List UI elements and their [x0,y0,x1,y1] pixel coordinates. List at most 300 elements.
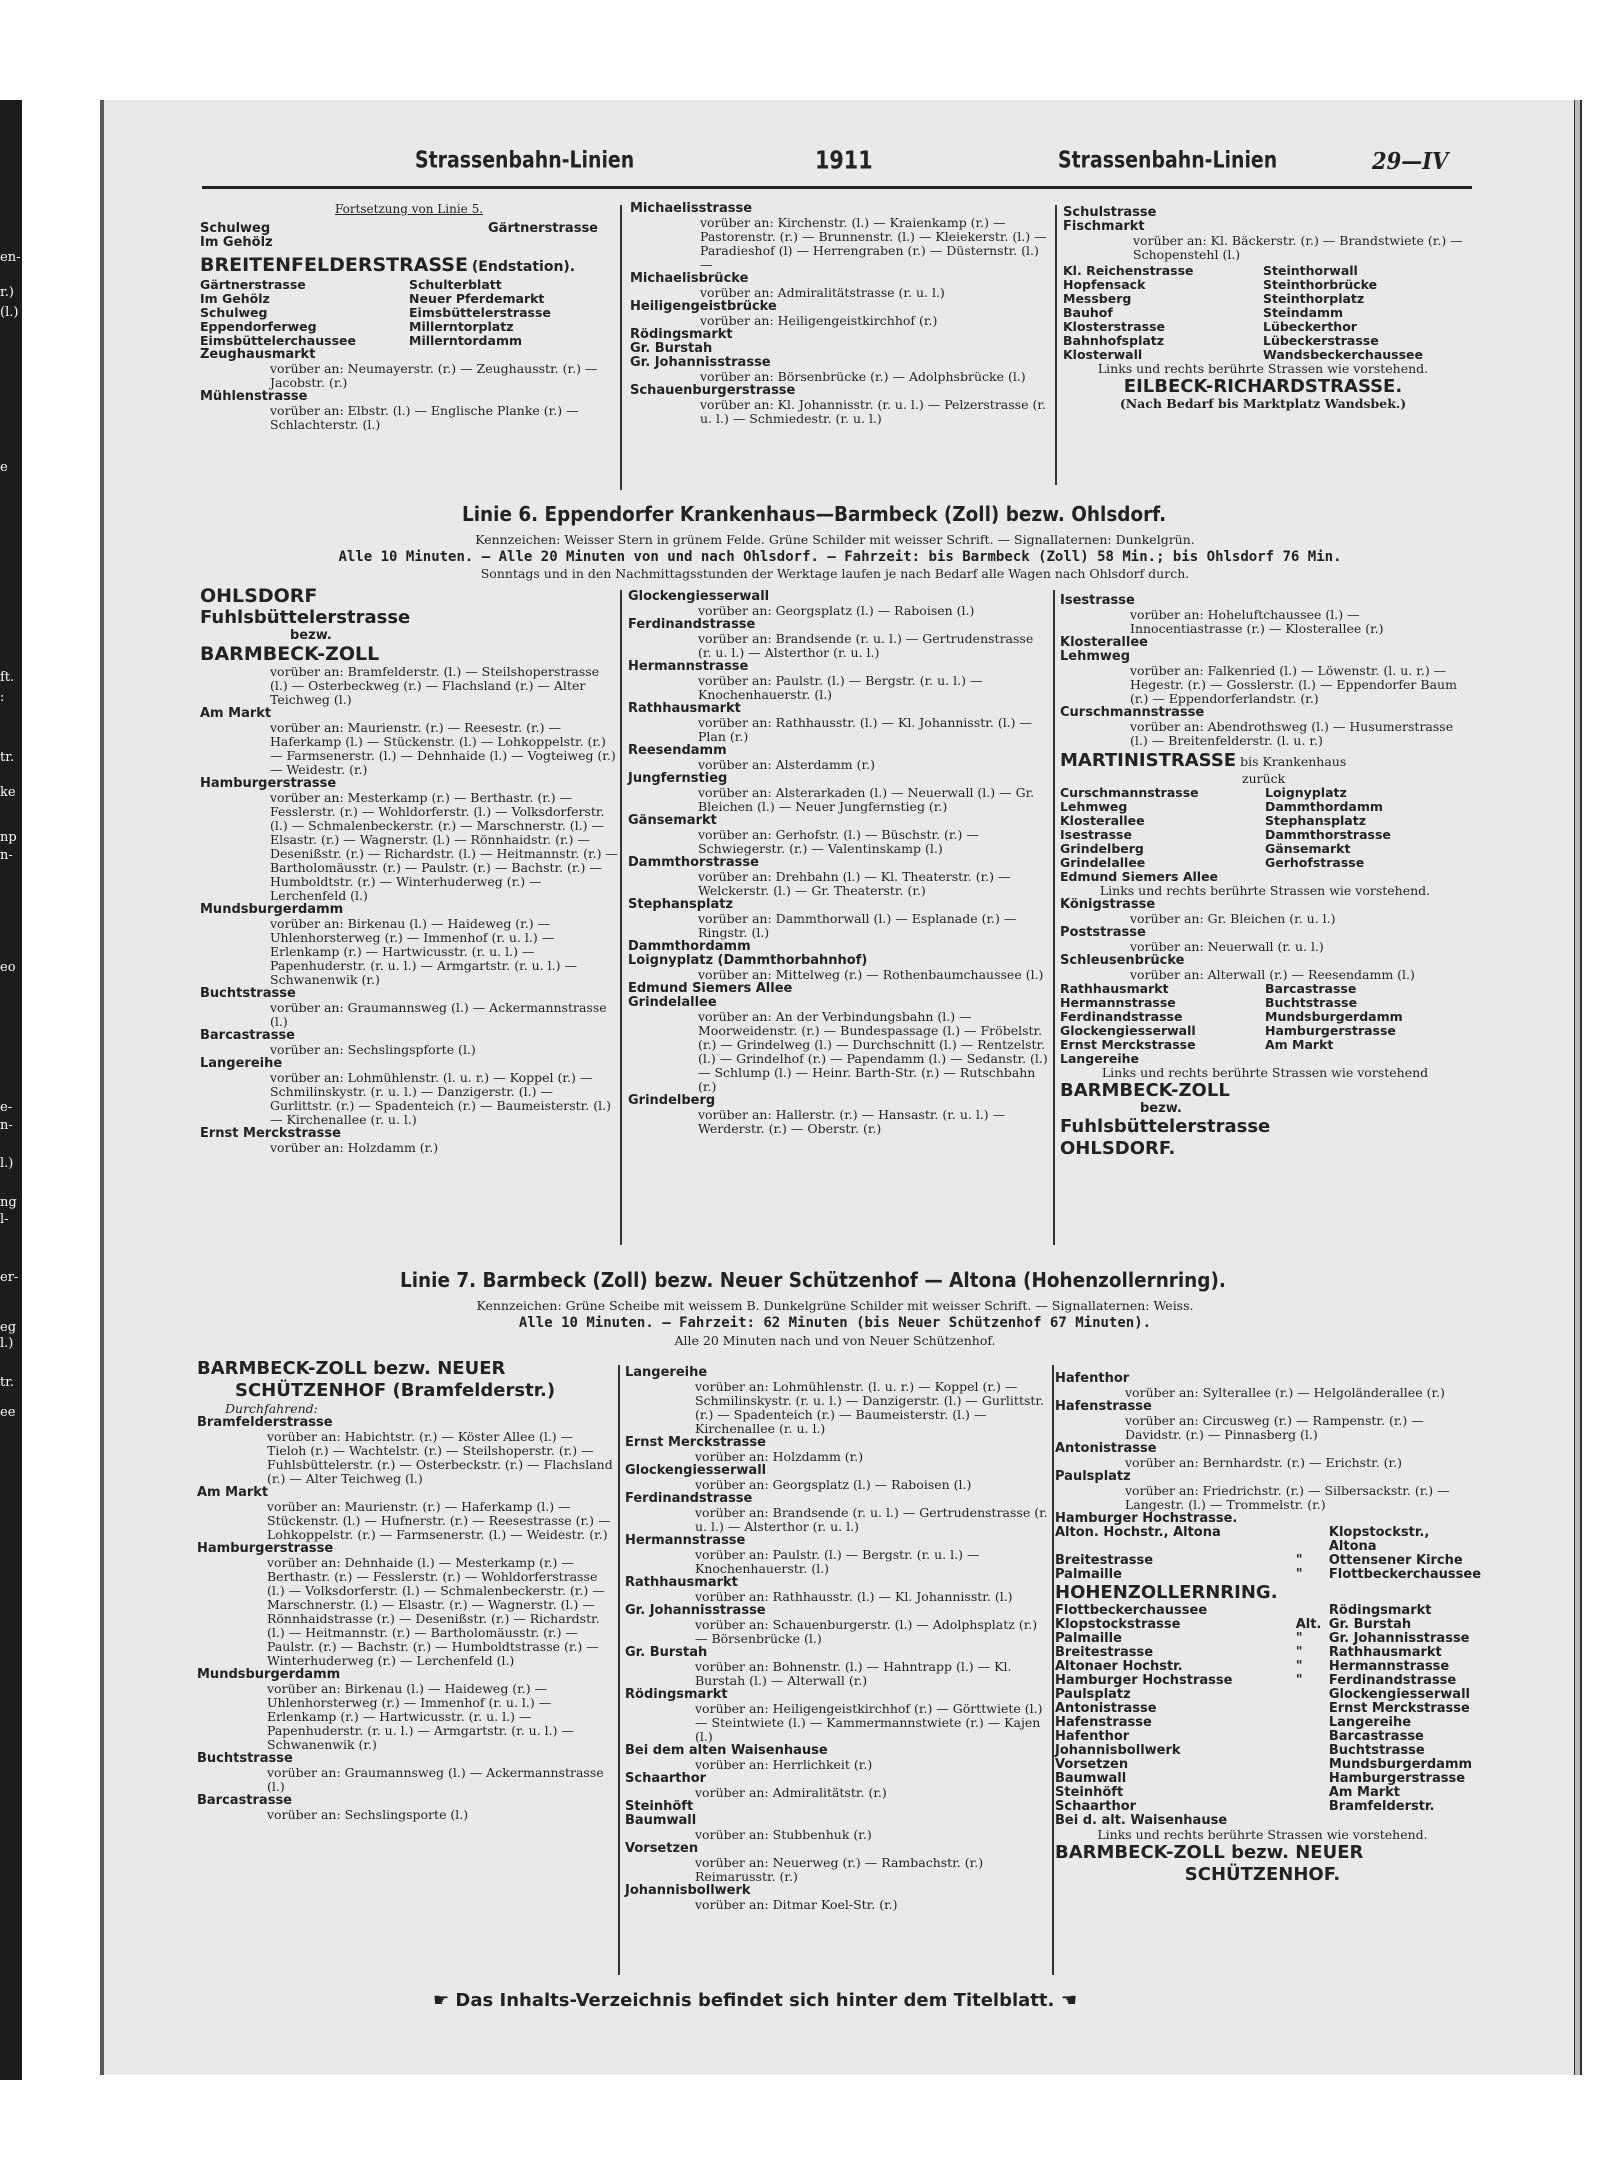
terminus-name: HOHENZOLLERNRING. [1055,1582,1278,1603]
stop-name: Isestrasse [1060,827,1132,842]
stop-name: Langereihe [1328,1715,1412,1730]
stop-name: Schulterblatt [409,277,502,292]
ditto-mark [1296,1688,1329,1702]
passing-streets: vorüber an: Paulstr. (l.) — Bergstr. (r. u. l.) — Knochenhauerstr. (l.) [695,1547,980,1576]
stop-name: Buchtstrasse [1265,995,1358,1010]
stop-name: Michaelisstrasse [630,201,753,216]
stop-name: Klosterallee [1060,635,1148,650]
terminus-name: BARMBECK-ZOLL [1060,1080,1230,1101]
stop-name: Barcastrasse [197,1793,292,1808]
stop-name: Lehmweg [1060,799,1128,814]
stop-name: Langereihe [200,1056,283,1071]
stop-name: Vorsetzen [1055,1757,1129,1772]
passing-streets: vorüber an: Gr. Bleichen (r. u. l.) [1130,911,1336,926]
stop-name: Hamburgerstrasse [1328,1771,1466,1786]
stop-name: Hafenthor [1055,1371,1130,1386]
stop-name: Wandsbeckerchaussee [1263,347,1423,362]
adjacent-page-fragment: : [0,690,5,705]
stop-name: Edmund Siemers Allee [1060,869,1219,884]
adjacent-page-fragment: tr. [0,1375,15,1390]
passing-streets: vorüber an: Birkenau (l.) — Haideweg (r.) — Uhlenhorsterweg (r.) — Immenhof (r. u. l.) — Erlenkamp (r.) — Hartwicusstr. (r. u. l.) — Papenhuderstr. (r. u. l.) — Armgartstr. (r. u. l.) — Schwanenwik (r.) [267,1681,574,1752]
stop-name: Dammthorstrasse [1265,827,1391,842]
ditto-mark [1296,1786,1329,1800]
passing-streets: vorüber an: Börsenbrücke (r.) — Adolphsbrücke (l.) [700,369,1026,384]
passing-streets: vorüber an: Gerhofstr. (l.) — Büschstr. (r.) — Schwiegerstr. (r.) — Valentinskamp (l.) [698,827,979,856]
stop-name: Gr. Burstah [1328,1617,1412,1632]
return-stops-table [200,278,618,348]
stop-name: Schleusenbrücke [1060,953,1185,968]
continuation-note: Fortsetzung von Linie 5. [334,202,484,216]
stop-name: Hermannstrasse [628,659,749,674]
stop-name: Hermannstrasse [625,1533,746,1548]
passing-streets: vorüber an: Alterwall (r.) — Reesendamm (l.) [1130,967,1415,982]
stop-name: Ernst Merckstrasse [200,1126,341,1141]
ditto-mark [1296,1716,1329,1730]
adjacent-page-fragment: er- [0,1270,19,1285]
stop-name: Klosterallee [1060,813,1145,828]
stop-name: Buchtstrasse [200,986,296,1001]
passing-streets: vorüber an: Georgsplatz (l.) — Raboisen (l.) [695,1477,972,1492]
adjacent-page-fragment: e [0,460,8,475]
terminus-name: SCHÜTZENHOF (Bramfelderstr.) [235,1380,556,1401]
stop-name: Schauenburgerstrasse [630,383,796,398]
stop-name: Steindamm [1263,305,1344,320]
line6-frequency: Alle 10 Minuten. — Alle 20 Minuten von und nach Ohlsdorf. — Fahrzeit: bis Barmbeck (Zoll) 58 Min.; bis Ohlsdorf 76 Min. [338,549,1342,565]
column-rule [1053,590,1055,1245]
stop-name: Schulweg [200,221,271,236]
stop-name: Mundsburgerdamm [1328,1757,1473,1772]
adjacent-page-fragment: en- [0,250,21,265]
stop-name: Zeughausmarkt [200,347,316,362]
stop-name: Heiligengeistbrücke [630,299,777,314]
stop-name: Eppendorferweg [200,319,317,334]
passing-streets: vorüber an: Neuerweg (r.) — Rambachstr. (r.) Reimarusstr. (r.) [695,1855,984,1884]
stop-name: Schaarthor [625,1771,707,1786]
stop-name: Fischmarkt [1063,219,1145,234]
stops-list [1060,898,1470,982]
line5-column-1 [200,202,618,432]
line6-title: Linie 6. Eppendorfer Krankenhaus—Barmbeck (Zoll) bezw. Ohlsdorf. [462,502,1167,526]
stops-table [1063,264,1463,362]
stop-name: Altonaer Hochstr. [1055,1659,1183,1674]
stop-name: Grindelberg [628,1093,716,1108]
stop-name: Klopstockstr., Altona [1328,1525,1430,1554]
stop-name: Gärtnerstrasse [488,221,598,236]
stop-name: Gänsemarkt [628,813,717,828]
stop-name: Lübeckerthor [1263,319,1357,334]
stops-list [197,1416,615,1822]
stop-name: Breitestrasse [1055,1553,1154,1568]
stop-name: Bramfelderstr. [1328,1799,1435,1814]
running-head-right: Strassenbahn-Linien [1058,146,1278,174]
passing-streets: vorüber an: Holzdamm (r.) [695,1449,864,1464]
stop-name: Gr. Burstah [630,341,713,356]
stop-name: Loignyplatz [1265,785,1347,800]
passing-streets: vorüber an: Kl. Bäckerstr. (r.) — Brandstwiete (r.) — Schopenstehl (l.) [1133,233,1463,262]
ditto-mark [1296,1730,1329,1744]
adjacent-page-fragment: ng [0,1195,17,1210]
passing-streets: vorüber an: Herrlichkeit (r.) [695,1757,873,1772]
terminus-name: SCHÜTZENHOF. [1184,1864,1341,1885]
passing-streets: vorüber an: Dehnhaide (l.) — Mesterkamp (r.) — Berthastr. (r.) — Fesslerstr. (r.) — Wohldorferstrasse (l.) — Volksdorferstr. (l.) — Schmalenbeckerstr. (r.) — Marschnerstr. (l.) — Elsastr. (r.) — Wagnerstr. (l.) — Rönnhaidstrasse (r.) — Desenißstr. (r.) — Richardstr. (l.) — Heitmannstr. (r.) — Bartholomäusstr. (r.) — Paulstr. (r.) — Bachstr. (r.) — Humboldtstrasse (r.) — Winterhuderweg (r.) — Lerchenfeld (l.) [267,1555,605,1668]
line7-title: Linie 7. Barmbeck (Zoll) bezw. Neuer Schützenhof — Altona (Hohenzollernring). [400,1268,1226,1292]
stop-name: Ernst Merckstrasse [625,1435,766,1450]
adjacent-page-fragment: np [0,830,17,845]
line7-markings: Kennzeichen: Grüne Scheibe mit weissem B. Dunkelgrüne Schilder mit weisser Schrift. — Signallaternen: Weiss. [476,1298,1194,1313]
stop-name [1329,1814,1470,1828]
ditto-mark [1296,1526,1329,1554]
passing-streets: vorüber an: Birkenau (l.) — Haideweg (r.) — Uhlenhorsterweg (r.) — Immenhof (r. u. l.) — Erlenkamp (r.) — Hartwicusstr. (r. u. l.) — Papenhuderstr. (r. u. l.) — Armgartstr. (r. u. l.) — Schwanenwik (r.) [270,916,577,987]
stop-name: Rödingsmarkt [630,327,733,342]
stops-list [1055,1372,1470,1526]
adjacent-page-fragment: l- [0,1212,9,1227]
line5-column-3 [1063,206,1463,411]
stop-name: Hamburger Hochstrasse [1055,1673,1233,1688]
running-head-left: Strassenbahn-Linien [415,146,635,174]
stop-name: Am Markt [1328,1785,1400,1800]
ditto-mark: " [1295,1645,1303,1660]
stop-name: Am Markt [1265,1037,1334,1052]
stop-name: Langereihe [625,1365,708,1380]
stop-name: Klosterstrasse [1063,319,1165,334]
stop-name: Klopstockstrasse [1055,1617,1181,1632]
adjacent-page-fragment: (l.) [0,305,19,320]
stop-name: Barcastrasse [200,1028,295,1043]
stop-name: Rödingsmarkt [1328,1603,1432,1618]
stops-list [200,707,618,1155]
stop-name: Steinthorplatz [1263,291,1365,306]
line6-column-1 [200,585,618,1155]
stop-name: Stephansplatz [1265,813,1366,828]
terminus-name: OHLSDORF. [1060,1138,1176,1159]
passing-streets: vorüber an: Sechslingspforte (l.) [270,1042,476,1057]
pointing-hand-icon: ☛ [1060,1990,1077,2011]
stop-name: Hafenstrasse [1055,1715,1152,1730]
ditto-mark [1296,1702,1329,1716]
adjacent-page-fragment: ke [0,785,16,800]
stop-name [1265,870,1470,884]
stop-name: Mundsburgerdamm [197,1667,341,1682]
stop-name: Isestrasse [1060,593,1135,608]
passing-streets: vorüber an: Heiligengeistkirchhof (r.) [700,313,938,328]
passing-streets: vorüber an: Elbstr. (l.) — Englische Planke (r.) — Schlachterstr. (l.) [270,403,579,432]
footer-note [433,1990,1077,2011]
passing-streets: vorüber an: Rathhausstr. (l.) — Kl. Johannisstr. (l.) — Plan (r.) [698,715,1033,744]
ditto-mark: " [1295,1553,1303,1568]
stop-name: Mundsburgerdamm [1265,1009,1403,1024]
stop-name: Dammthordamm [628,939,751,954]
conjunction: bezw. [290,628,332,643]
adjacent-page-edge [0,100,22,2080]
stops-table [1055,1525,1482,1582]
ditto-mark [1296,1814,1329,1828]
ditto-mark: " [1295,1631,1303,1646]
stop-name: Ernst Merckstrasse [1328,1701,1470,1716]
ditto-mark: " [1295,1659,1303,1674]
passing-streets: vorüber an: Heiligengeistkirchhof (r.) — Görttwiete (l.) — Steintwiete (l.) — Kammermannstwiete (r.) — Kajen (l.) [695,1701,1043,1744]
adjacent-page-fragment: ee [0,1405,16,1420]
stop-name: Ferdinandstrasse [1060,1009,1183,1024]
ditto-mark [1296,1800,1329,1814]
stop-name: Gr. Johannisstrasse [1328,1631,1470,1646]
stop-name: Paulsplatz [1055,1469,1131,1484]
ditto-mark [1296,1772,1329,1786]
stop-name: Ferdinandstrasse [1328,1673,1457,1688]
adjacent-page-fragment: l.) [0,1336,14,1351]
passing-streets: vorüber an: Georgsplatz (l.) — Raboisen (l.) [698,603,975,618]
stop-name: Mundsburgerdamm [200,902,344,917]
stop-name: Jungfernstieg [628,771,728,786]
stop-name: Schulweg [200,305,268,320]
stop-name: Edmund Siemers Allee [628,981,793,996]
passing-streets: vorüber an: Lohmühlenstr. (l. u. r.) — Koppel (r.) — Schmilinskystr. (r. u. l.) — Danzigerstr. (l.) — Gurlittstr. (r.) — Spadenteich (r.) — Baumeisterstr. (l.) — Kirchenallee (r. u. l.) [270,1070,611,1127]
footer-text: Das Inhalts-Verzeichnis befindet sich hinter dem Titelblatt. [455,1990,1055,2011]
passing-streets: vorüber an: Kl. Johannisstr. (r. u. l.) — Pelzerstrasse (r. u. l.) — Schmiedestr. (r. u. l.) [700,397,1046,426]
passing-streets: vorüber an: Habichtstr. (r.) — Köster Allee (l.) — Tieloh (r.) — Wachtelstr. (r.) — Steilshoperstr. (r.) — Fuhlsbüttelerstr. (r.) — Osterbeckstr. (r.) — Flachsland (r.) — Alter Teichweg (l.) [267,1429,613,1486]
return-stops-table [1055,1603,1473,1828]
line6-column-2 [628,590,1050,1136]
line6-column-3 [1060,594,1470,1160]
stop-name: Stephansplatz [628,897,734,912]
page-edge-shadow [1575,100,1580,2075]
passing-streets: vorüber an: Graumannsweg (l.) — Ackermannstrasse (l.) [270,1000,607,1029]
passing-streets: vorüber an: Neumayerstr. (r.) — Zeughausstr. (r.) — Jacobstr. (r.) [270,361,598,390]
passing-streets: vorüber an: Brandsende (r. u. l.) — Gertrudenstrasse (r. u. l.) — Alsterthor (r. u. l.) [698,631,1034,660]
line7-frequency: Alle 10 Minuten. — Fahrzeit: 62 Minuten (bis Neuer Schützenhof 67 Minuten). [518,1315,1152,1331]
passing-streets: vorüber an: Admiralitätstrasse (r. u. l.) [700,285,945,300]
passing-streets: vorüber an: Bernhardstr. (r.) — Erichstr. (r.) [1125,1455,1402,1470]
stop-name: Baumwall [1055,1771,1127,1786]
stop-name: Barcastrasse [1265,981,1357,996]
stop-name: Curschmannstrasse [1060,705,1205,720]
stop-name: Johannisbollwerk [625,1883,751,1898]
ditto-mark [1296,1758,1329,1772]
terminus-name: Fuhlsbüttelerstrasse [1060,1116,1271,1137]
stop-name: Gänsemarkt [1265,841,1351,856]
column-rule [620,205,622,490]
passing-streets: vorüber an: Neuerwall (r. u. l.) [1130,939,1324,954]
stop-name: Am Markt [197,1485,269,1500]
terminus-note: (Nach Bedarf bis Marktplatz Wandsbek.) [1119,396,1407,411]
stop-name: Lübeckerstrasse [1263,333,1379,348]
ditto-mark: " [1295,1567,1303,1582]
ditto-mark [1296,1744,1329,1758]
stop-name: Hamburgerstrasse [1265,1023,1396,1038]
passing-streets: vorüber an: Ditmar Koel-Str. (r.) [695,1897,898,1912]
passing-streets: vorüber an: Rathhausstr. (l.) — Kl. Johannisstr. (l.) [695,1589,1013,1604]
page-number: 29—IV [1372,146,1449,175]
passing-streets: vorüber an: Bohnenstr. (l.) — Hahntrapp (l.) — Kl. Burstah (l.) — Alterwall (r.) [695,1659,1012,1688]
conjunction: bezw. [1140,1101,1182,1116]
passing-streets: vorüber an: Maurienstr. (r.) — Reesestr. (r.) — Haferkamp (l.) — Stückenstr. (l.) — Lohkoppelstr. (r.) — Farmsenerstr. (l.) — Dehnhaide (l.) — Vogteiweg (r.) — Weidestr. (r.) [270,720,616,777]
passing-streets: vorüber an: Dammthorwall (l.) — Esplanade (r.) — Ringstr. (l.) [698,911,1017,940]
stop-name: Millerntordamm [409,333,522,348]
column-rule [620,590,622,1245]
stop-name: Glockengiesserwall [1328,1687,1470,1702]
stop-name: Poststrasse [1060,925,1146,940]
stop-name: Flottbeckerchaussee [1328,1567,1482,1582]
stop-name: Hamburgerstrasse [200,776,337,791]
stop-name: Lehmweg [1060,649,1131,664]
line7-column-2 [625,1366,1049,1912]
passing-streets: vorüber an: Falkenried (l.) — Löwenstr. (l. u. r.) — Hegestr. (r.) — Gosslerstr. (l.) — Eppendorfer Baum (r.) — Eppendorferlandstr. (r.) [1130,663,1457,706]
passing-streets: vorüber an: Schauenburgerstr. (l.) — Adolphsplatz (r.) — Börsenbrücke (l.) [695,1617,1038,1646]
stop-name: Neuer Pferdemarkt [409,291,545,306]
stop-name: Dammthordamm [1265,799,1383,814]
stop-name: Johannisbollwerk [1055,1743,1181,1758]
note: Links und rechts berührte Strassen wie vorstehend. [1097,361,1429,376]
terminus-name: Fuhlsbüttelerstrasse [200,607,411,628]
adjacent-page-fragment: ft. [0,670,15,685]
stop-name: Königstrasse [1060,897,1156,912]
adjacent-page-fragment: eg [0,1320,17,1335]
stop-name: Gärtnerstrasse [200,277,306,292]
passing-streets: vorüber an: Alsterarkaden (l.) — Neuerwall (l.) — Gr. Bleichen (l.) — Neuer Jungfernstieg (r.) [698,785,1035,814]
terminus-name: BARMBECK-ZOLL bezw. NEUER [1055,1842,1364,1863]
stop-name: Alton. Hochstr., Altona [1055,1525,1221,1540]
adjacent-page-fragment: eo [0,960,16,975]
stop-name: Glockengiesserwall [1060,1023,1196,1038]
passing-streets: vorüber an: Paulstr. (l.) — Bergstr. (r. u. l.) — Knochenhauerstr. (l.) [698,673,983,702]
column-rule [1052,1365,1054,1975]
stop-name: Glockengiesserwall [625,1463,767,1478]
terminus-note: (Endstation). [471,259,576,275]
passing-streets: vorüber an: Stubbenhuk (r.) [695,1827,872,1842]
stop-name: Palmaille [1055,1567,1122,1582]
stop-name: Messberg [1063,291,1132,306]
stop-name: Bramfelderstrasse [197,1415,333,1430]
stop-name: Hamburger Hochstrasse. [1055,1511,1238,1526]
stop-name: Ferdinandstrasse [628,617,756,632]
note: Links und rechts berührte Strassen wie vorstehend [1101,1065,1429,1080]
column-rule [618,1365,620,1975]
stop-name: Ottensener Kirche [1328,1553,1463,1568]
stop-name: Steinthorwall [1263,263,1358,278]
line6-sunday-note: Sonntags und in den Nachmittagsstunden der Werktage laufen je nach Bedarf alle Wagen nach Ohlsdorf durch. [480,566,1190,581]
stop-name: Baumwall [625,1813,697,1828]
stop-name: Rödingsmarkt [625,1687,728,1702]
ditto-mark [1296,1604,1329,1618]
return-stops-table [1060,786,1470,884]
stop-name: Hafenthor [1055,1729,1130,1744]
adjacent-page-fragment: e- [0,1100,13,1115]
terminus-name: OHLSDORF [200,585,318,607]
stop-name: Mühlenstrasse [200,389,308,404]
stop-name: Gr. Johannisstrasse [625,1603,766,1618]
stop-name: Steinthorbrücke [1263,277,1378,292]
stop-name: Flottbeckerchaussee [1055,1603,1208,1618]
stop-name: Im Gehölz [200,291,270,306]
stop-name: Curschmannstrasse [1060,785,1199,800]
header-rule [202,186,1472,189]
passing-streets: vorüber an: Lohmühlenstr. (l. u. r.) — Koppel (r.) — Schmilinskystr. (r. u. l.) — Danzigerstr. (l.) — Gurlittstr. (r.) — Spadenteich (r.) — Baumeisterstr. (l.) — Kirchenallee (r. u. l.) [695,1379,1044,1436]
note: Links und rechts berührte Strassen wie vorstehend. [1099,883,1431,898]
terminus-name: EILBECK-RICHARDSTRASSE. [1123,376,1403,397]
passing-streets: vorüber an: An der Verbindungsbahn (l.) — Moorweidenstr. (r.) — Bundespassage (l.) — Fröbelstr. (r.) — Grindelweg (l.) — Durchschnitt (l.) — Rentzelstr. (l.) — Grindelhof (r.) — Papendamm (l.) — Sedanstr. (l.) — Schlump (l.) — Heinr. Barth-Str. (r.) — Rutschbahn (r.) [698,1009,1048,1094]
line7-column-1 [197,1358,615,1822]
passing-streets: vorüber an: Hallerstr. (r.) — Hansastr. (r. u. l.) — Werderstr. (r.) — Oberstr. (r.) [698,1107,1006,1136]
stop-name: Grindelberg [1060,841,1144,856]
stop-name: Ernst Merckstrasse [1060,1037,1196,1052]
stop-name: Bei d. alt. Waisenhause [1055,1813,1228,1828]
stop-name: Klosterwall [1063,347,1143,362]
adjacent-page-fragment: n- [0,848,13,863]
stop-name: Vorsetzen [625,1841,699,1856]
stop-name: Grindelallee [1060,855,1146,870]
note: Links und rechts berührte Strassen wie vorstehend. [1097,1827,1428,1842]
stop-name: Ferdinandstrasse [625,1491,753,1506]
passing-streets: vorüber an: Hoheluftchaussee (l.) — Innocentiastrasse (r.) — Klosterallee (r.) [1130,607,1384,636]
stop-name: Hafenstrasse [1055,1399,1152,1414]
return-stops-table [1060,982,1470,1066]
stop-name: Buchtstrasse [197,1751,293,1766]
terminus-note: bis Krankenhaus [1240,754,1347,769]
stop-name: Dammthorstrasse [628,855,759,870]
stop-name: Steinhöft [1055,1785,1124,1800]
running-head-year: 1911 [815,146,873,176]
stop-name: Eimsbüttelerchaussee [200,333,356,348]
stop-name: Palmaille [1055,1631,1122,1646]
stop-name: Grindelallee [628,995,717,1010]
line7-frequency-note: Alle 20 Minuten nach und von Neuer Schützenhof. [674,1333,996,1348]
passing-streets: vorüber an: Sylterallee (r.) — Helgoländerallee (r.) [1125,1385,1445,1400]
stop-name: Michaelisbrücke [630,271,749,286]
passing-streets: vorüber an: Mesterkamp (r.) — Berthastr. (r.) — Fesslerstr. (r.) — Wohldorferstr. (l.) — Volksdorferstr. (l.) — Schmalenbeckerstr. (r.) — Marschnerstr. (l.) — Elsastr. (r.) — Wagnerstr. (l.) — Rönnhaidstr. (r.) — Desenißstr. (r.) — Richardstr. (l.) — Heitmannstr. (r.) — Bartholomäusstr. (r.) — Paulstr. (r.) — Bachstr. (r.) — Humboldtstr. (r.) — Winterhuderweg (r.) — Lerchenfeld (l.) [270,790,618,903]
passing-streets: vorüber an: Drehbahn (l.) — Kl. Theaterstr. (r.) — Welckerstr. (l.) — Gr. Theaterstr. (r.) [698,869,1011,898]
through-note: Durchfahrend: [225,1401,318,1416]
stop-name: Gr. Johannisstrasse [630,355,771,370]
stop-name: Rathhausmarkt [1060,981,1169,996]
stop-name: Breitestrasse [1055,1645,1154,1660]
stop-name: Im Gehölz [200,235,273,250]
stop-name: Reesendamm [628,743,727,758]
terminus-name: BARMBECK-ZOLL bezw. NEUER [197,1358,506,1379]
stop-name: Antonistrasse [1055,1441,1157,1456]
adjacent-page-fragment: n- [0,1118,13,1133]
passing-streets: vorüber an: Brandsende (r. u. l.) — Gertrudenstrasse (r. u. l.) — Alsterthor (r. u. l.) [695,1505,1048,1534]
stop-name: Kl. Reichenstrasse [1063,263,1194,278]
stop-name: Hermannstrasse [1328,1659,1450,1674]
passing-streets: vorüber an: Maurienstr. (r.) — Haferkamp (l.) — Stückenstr. (l.) — Hufnerstr. (r.) — Reesestrasse (r.) — Lohkoppelstr. (r.) — Farmsenerstr. (l.) — Weidestr. (r.) [267,1499,611,1542]
stop-name: Steinhöft [625,1799,694,1814]
pointing-hand-icon: ☛ [433,1990,450,2011]
stop-name: Paulsplatz [1055,1687,1131,1702]
stop-name: Loignyplatz (Dammthorbahnhof) [628,953,868,968]
passing-streets: vorüber an: Graumannsweg (l.) — Ackermannstrasse (l.) [267,1765,604,1794]
stop-name: Hopfensack [1063,277,1146,292]
stop-name: Glockengiesserwall [628,589,770,604]
adjacent-page-fragment: tr. [0,750,15,765]
passing-streets: vorüber an: Circusweg (r.) — Rampenstr. (r.) — Davidstr. (r.) — Pinnasberg (l.) [1125,1413,1424,1442]
adjacent-page-fragment: r.) [0,285,14,300]
stop-name: Schulstrasse [1063,205,1157,220]
passing-streets: vorüber an: Sechslingsporte (l.) [267,1807,469,1822]
stop-name: Am Markt [200,706,272,721]
passing-streets: vorüber an: Alsterdamm (r.) [698,757,875,772]
stop-name: Rathhausmarkt [1328,1645,1442,1660]
stops-list [1060,594,1470,748]
line5-column-2 [630,202,1050,426]
stop-name: Buchtstrasse [1328,1743,1425,1758]
stop-name: Bei dem alten Waisenhause [625,1743,828,1758]
adjacent-page-fragment: l.) [0,1156,14,1171]
stop-name: Hamburgerstrasse [197,1541,334,1556]
stop-name [1265,1052,1470,1066]
terminus-name: BARMBECK-ZOLL [200,643,380,665]
stop-name: Rathhausmarkt [625,1575,738,1590]
passing-streets: vorüber an: Holzdamm (r.) [270,1140,439,1155]
terminus-name: MARTINISTRASSE [1060,750,1237,771]
